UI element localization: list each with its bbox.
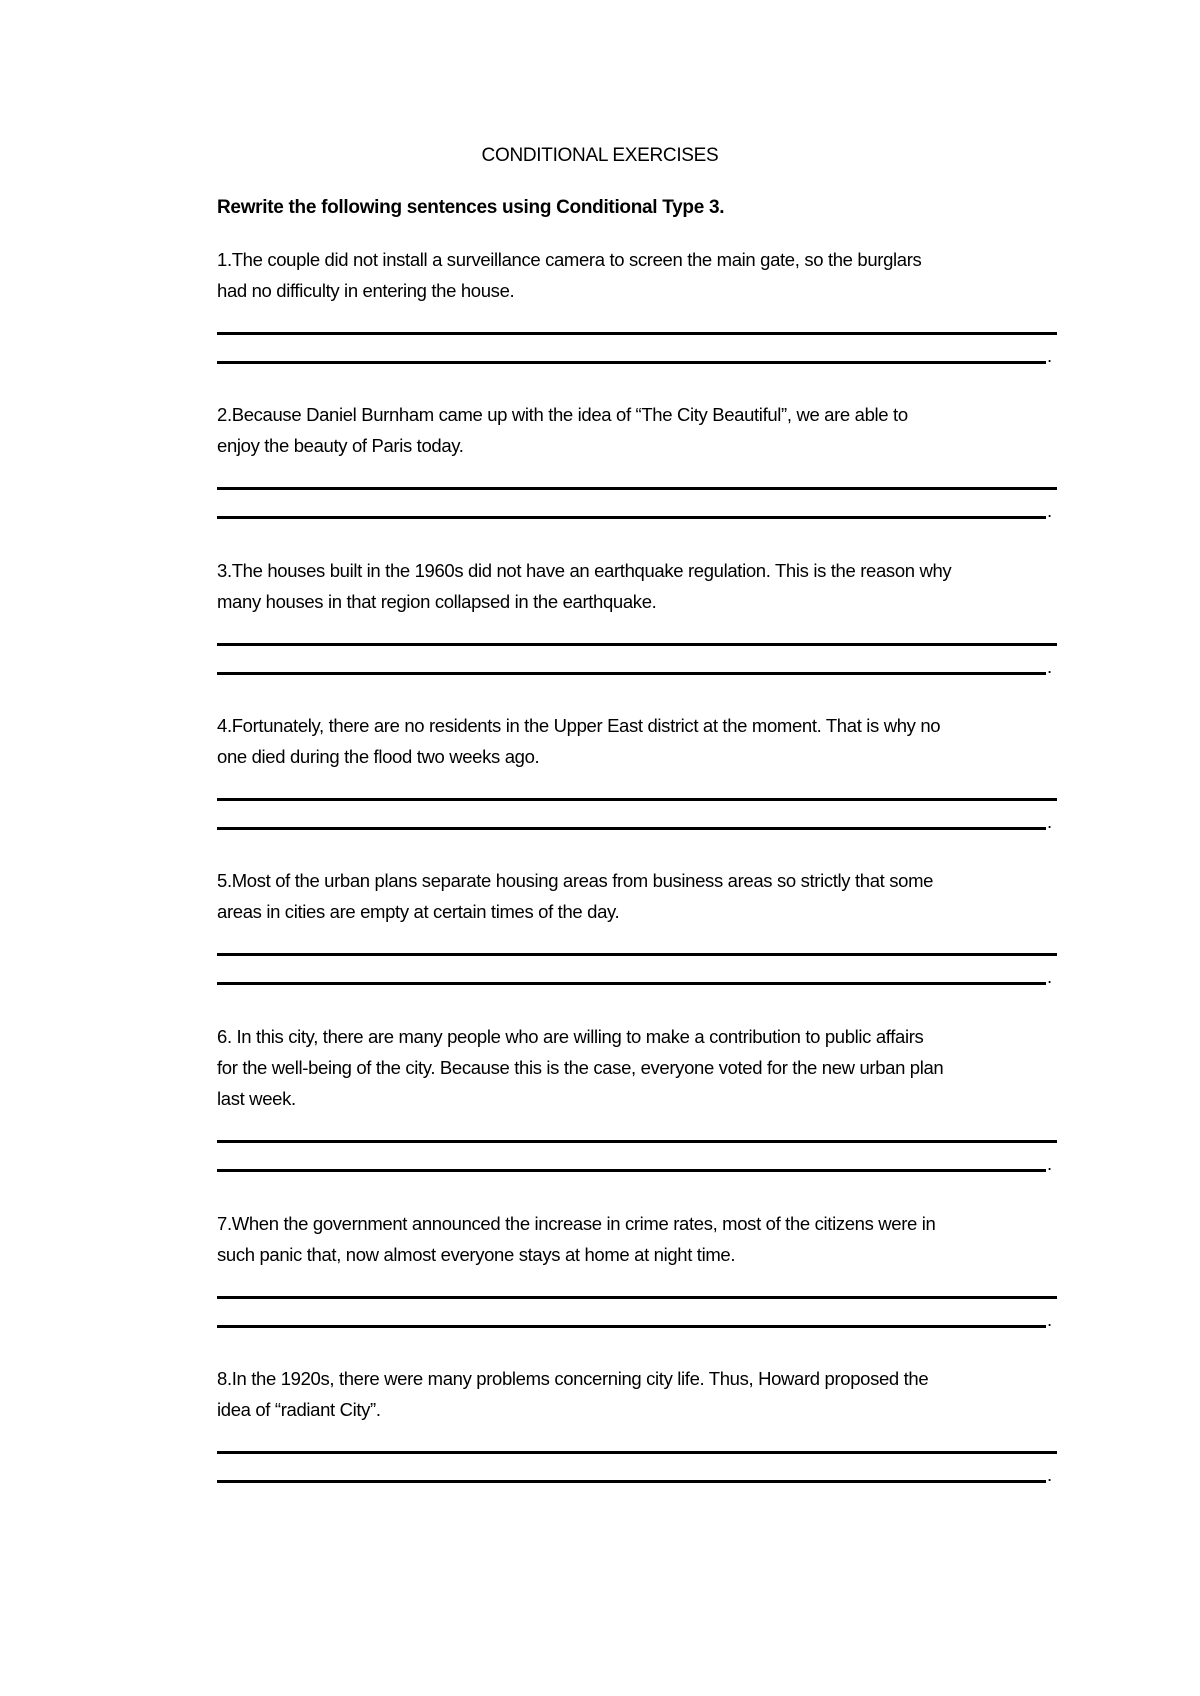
answer-underline <box>217 1140 1057 1143</box>
answer-end-period: . <box>1047 1309 1053 1330</box>
answer-blank[interactable] <box>217 465 1057 527</box>
answer-blank[interactable] <box>217 931 1057 993</box>
worksheet-title: CONDITIONAL EXERCISES <box>481 145 719 166</box>
answer-end-period: . <box>1047 966 1053 987</box>
exercise-prompt <box>217 555 1057 617</box>
answer-blank[interactable] <box>217 621 1057 683</box>
answer-underline <box>217 827 1046 830</box>
answer-underline <box>217 516 1046 519</box>
exercise-prompt-line: one died during the flood two weeks ago. <box>217 746 540 767</box>
answer-underline <box>217 1296 1057 1299</box>
exercise-prompt-line: 6. In this city, there are many people who are willing to make a contribution to public affairs <box>217 1026 924 1047</box>
exercise-prompt-line: for the well-being of the city. Because this is the case, everyone voted for the new urban plan <box>217 1057 944 1078</box>
exercise-prompt <box>217 865 1057 927</box>
exercise-prompt-line: 1.The couple did not install a surveillance camera to screen the main gate, so the burglars <box>217 249 922 270</box>
exercise-prompt <box>217 1021 1057 1114</box>
exercise-item-8 <box>217 1363 1057 1491</box>
answer-underline <box>217 1451 1057 1454</box>
answer-underline <box>217 643 1057 646</box>
exercise-prompt-line: 5.Most of the urban plans separate housing areas from business areas so strictly that some <box>217 870 934 891</box>
answer-underline <box>217 1325 1046 1328</box>
exercise-item-4 <box>217 710 1057 838</box>
answer-underline <box>217 1169 1046 1172</box>
exercise-prompt-line: many houses in that region collapsed in the earthquake. <box>217 591 657 612</box>
exercise-item-3 <box>217 555 1057 683</box>
answer-underline <box>217 361 1046 364</box>
exercise-prompt <box>217 244 1057 306</box>
exercise-prompt-line: 3.The houses built in the 1960s did not have an earthquake regulation. This is the reason why <box>217 560 952 581</box>
exercise-item-2 <box>217 399 1057 527</box>
answer-blank[interactable] <box>217 310 1057 372</box>
instruction-text: Rewrite the following sentences using Conditional Type 3. <box>217 197 725 218</box>
answer-blank[interactable] <box>217 1118 1057 1180</box>
exercise-prompt-line: 2.Because Daniel Burnham came up with the idea of “The City Beautiful”, we are able to <box>217 404 908 425</box>
exercise-item-7 <box>217 1208 1057 1336</box>
exercise-prompt-line: idea of “radiant City”. <box>217 1399 381 1420</box>
exercise-prompt-line: 8.In the 1920s, there were many problems concerning city life. Thus, Howard proposed the <box>217 1368 929 1389</box>
answer-end-period: . <box>1047 345 1053 366</box>
answer-underline <box>217 672 1046 675</box>
exercise-prompt <box>217 710 1057 772</box>
exercise-prompt-line: 7.When the government announced the increase in crime rates, most of the citizens were in <box>217 1213 936 1234</box>
answer-underline <box>217 487 1057 490</box>
exercise-prompt-line: had no difficulty in entering the house. <box>217 280 515 301</box>
answer-blank[interactable] <box>217 776 1057 838</box>
exercise-prompt-line: enjoy the beauty of Paris today. <box>217 435 464 456</box>
answer-end-period: . <box>1047 1464 1053 1485</box>
exercise-prompt-line: areas in cities are empty at certain times of the day. <box>217 901 620 922</box>
answer-blank[interactable] <box>217 1274 1057 1336</box>
answer-end-period: . <box>1047 1153 1053 1174</box>
answer-end-period: . <box>1047 500 1053 521</box>
exercise-prompt <box>217 1363 1057 1425</box>
exercise-item-1 <box>217 244 1057 372</box>
exercise-prompt-line: 4.Fortunately, there are no residents in the Upper East district at the moment. That is why no <box>217 715 941 736</box>
answer-end-period: . <box>1047 656 1053 677</box>
answer-underline <box>217 953 1057 956</box>
answer-underline <box>217 982 1046 985</box>
answer-blank[interactable] <box>217 1429 1057 1491</box>
exercise-prompt-line: such panic that, now almost everyone stays at home at night time. <box>217 1244 736 1265</box>
exercise-item-5 <box>217 865 1057 993</box>
answer-underline <box>217 1480 1046 1483</box>
exercise-prompt <box>217 1208 1057 1270</box>
answer-underline <box>217 332 1057 335</box>
answer-underline <box>217 798 1057 801</box>
answer-end-period: . <box>1047 811 1053 832</box>
exercise-prompt <box>217 399 1057 461</box>
exercise-item-6 <box>217 1021 1057 1180</box>
exercise-prompt-line: last week. <box>217 1088 296 1109</box>
